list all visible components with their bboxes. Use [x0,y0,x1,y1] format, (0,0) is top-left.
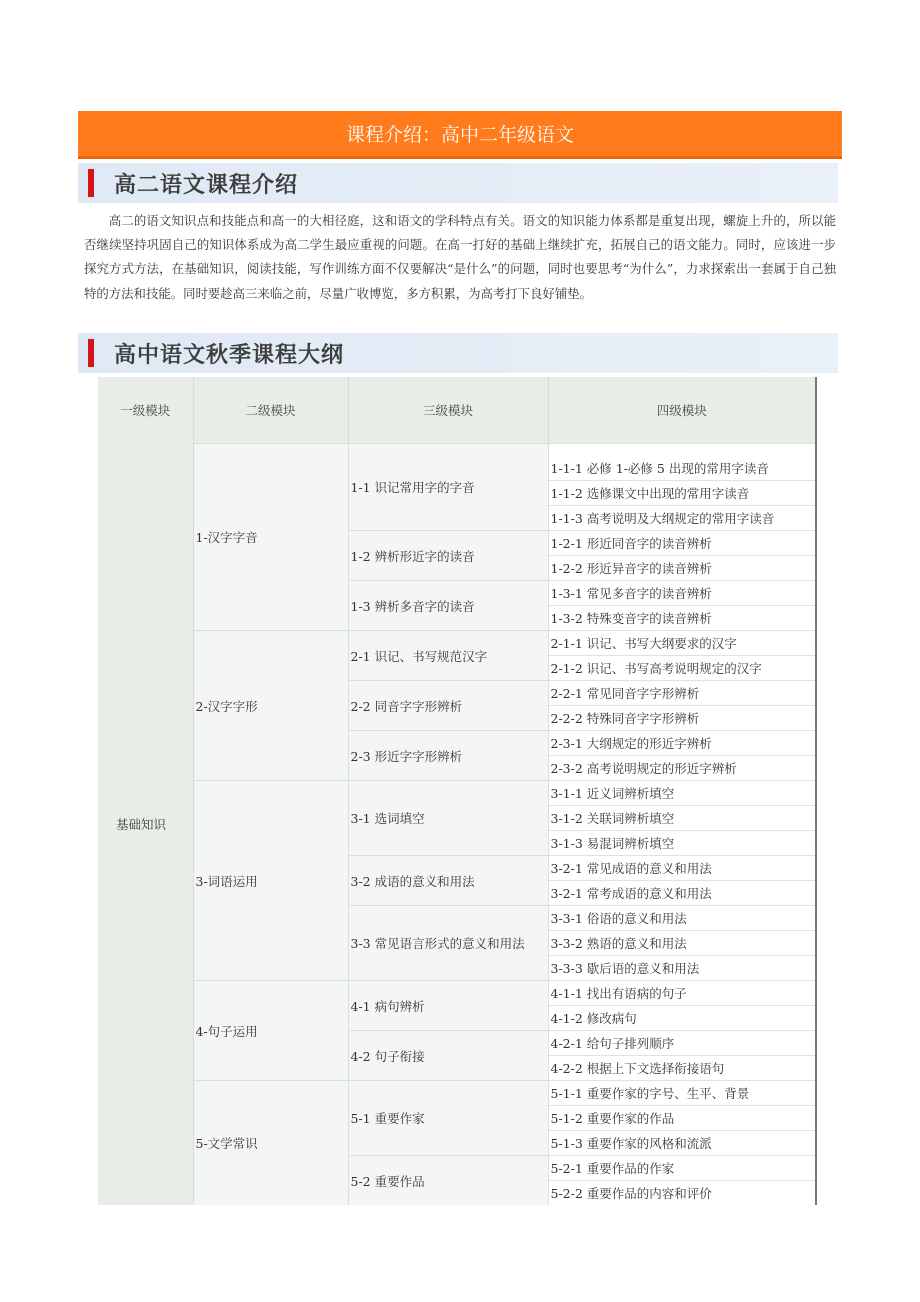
level4-cell: 2-3-1 大纲规定的形近字辨析 [548,731,816,756]
level4-cell: 4-1-2 修改病句 [548,1006,816,1031]
red-accent-bar [88,339,94,367]
level3-cell: 2-2 同音字字形辨析 [348,681,548,731]
level4-cell: 2-1-2 识记、书写高考说明规定的汉字 [548,656,816,681]
level4-cell: 4-1-1 找出有语病的句子 [548,981,816,1006]
level3-cell: 2-1 识记、书写规范汉字 [348,631,548,681]
level4-cell: 1-3-1 常见多音字的读音辨析 [548,581,816,606]
level3-cell: 1-1 识记常用字的字音 [348,444,548,531]
level2-cell: 1-汉字字音 [193,444,348,631]
level4-cell: 1-1-3 高考说明及大纲规定的常用字读音 [548,506,816,531]
level4-cell: 3-2-1 常考成语的意义和用法 [548,881,816,906]
outline-section-header [78,333,838,373]
intro-paragraph: 高二的语文知识点和技能点和高一的大相径庭，这和语文的学科特点有关。语文的知识能力体系都是重复出现，螺旋上升的，所以能否继续坚持巩固自己的知识体系成为高二学生最应重视的问题。在高一打好的基础上继续扩充，拓展自己的语文能力。同时，应该进一步探究方式方法，在基础知识，阅读技能，写作训练方面不仅要解决“是什么”的问题，同时也要思考“为什么”，力求探索出一套属于自己独特的方法和技能。同时要趁高三来临之前，尽量广收博览，多方积累，为高考打下良好铺垫。 [84,213,836,301]
table-row [98,444,816,481]
level4-cell: 3-1-3 易混词辨析填空 [548,831,816,856]
level2-cell: 4-句子运用 [193,981,348,1081]
level2-cell: 3-词语运用 [193,781,348,981]
level2-cell: 5-文学常识 [193,1081,348,1206]
table-header-row [98,377,816,444]
level4-cell: 1-2-2 形近异音字的读音辨析 [548,556,816,581]
level4-cell: 5-2-1 重要作品的作家 [548,1156,816,1181]
header-level3: 三级模块 [348,377,548,444]
level4-cell: 3-3-1 俗语的意义和用法 [548,906,816,931]
level4-cell: 5-1-2 重要作家的作品 [548,1106,816,1131]
level3-cell: 5-1 重要作家 [348,1081,548,1156]
level3-cell: 3-1 选词填空 [348,781,548,856]
banner-title: 课程介绍：高中二年级语文 [345,124,574,146]
level4-cell: 3-1-1 近义词辨析填空 [548,781,816,806]
header-level4: 四级模块 [548,377,816,444]
level4-cell: 3-3-3 歇后语的意义和用法 [548,956,816,981]
table-row [98,631,816,656]
level4-cell: 1-3-2 特殊变音字的读音辨析 [548,606,816,631]
level4-cell: 1-2-1 形近同音字的读音辨析 [548,531,816,556]
level3-cell: 1-2 辨析形近字的读音 [348,531,548,581]
intro-section-header [78,163,838,203]
level3-cell: 4-2 句子衔接 [348,1031,548,1081]
level4-cell: 5-1-1 重要作家的字号、生平、背景 [548,1081,816,1106]
table-row [98,981,816,1006]
table-row [98,781,816,806]
course-banner [78,111,842,159]
level3-cell: 4-1 病句辨析 [348,981,548,1031]
level4-cell: 5-1-3 重要作家的风格和流派 [548,1131,816,1156]
level4-cell: 4-2-1 给句子排列顺序 [548,1031,816,1056]
header-level1: 一级模块 [98,377,193,444]
red-accent-bar [88,169,94,197]
level4-cell: 2-2-2 特殊同音字字形辨析 [548,706,816,731]
level4-cell: 2-3-2 高考说明规定的形近字辨析 [548,756,816,781]
level4-cell: 3-1-2 关联词辨析填空 [548,806,816,831]
intro-section-title: 高二语文课程介绍 [114,172,299,198]
level3-cell: 3-3 常见语言形式的意义和用法 [348,906,548,981]
level4-cell: 3-3-2 熟语的意义和用法 [548,931,816,956]
level4-cell: 5-2-2 重要作品的内容和评价 [548,1181,816,1206]
level4-cell: 4-2-2 根据上下文选择衔接语句 [548,1056,816,1081]
course-outline-table [98,377,817,1205]
level4-cell: 1-1-2 选修课文中出现的常用字读音 [548,481,816,506]
level1-cell: 基础知识 [98,444,193,1206]
table-row [98,1081,816,1106]
level4-cell: 2-2-1 常见同音字字形辨析 [548,681,816,706]
header-level2: 二级模块 [193,377,348,444]
level4-cell: 1-1-1 必修 1-必修 5 出现的常用字读音 [548,444,816,481]
level3-cell: 2-3 形近字字形辨析 [348,731,548,781]
level2-cell: 2-汉字字形 [193,631,348,781]
level3-cell: 1-3 辨析多音字的读音 [348,581,548,631]
level3-cell: 3-2 成语的意义和用法 [348,856,548,906]
level4-cell: 3-2-1 常见成语的意义和用法 [548,856,816,881]
level3-cell: 5-2 重要作品 [348,1156,548,1206]
outline-section-title: 高中语文秋季课程大纲 [114,342,345,368]
level4-cell: 2-1-1 识记、书写大纲要求的汉字 [548,631,816,656]
